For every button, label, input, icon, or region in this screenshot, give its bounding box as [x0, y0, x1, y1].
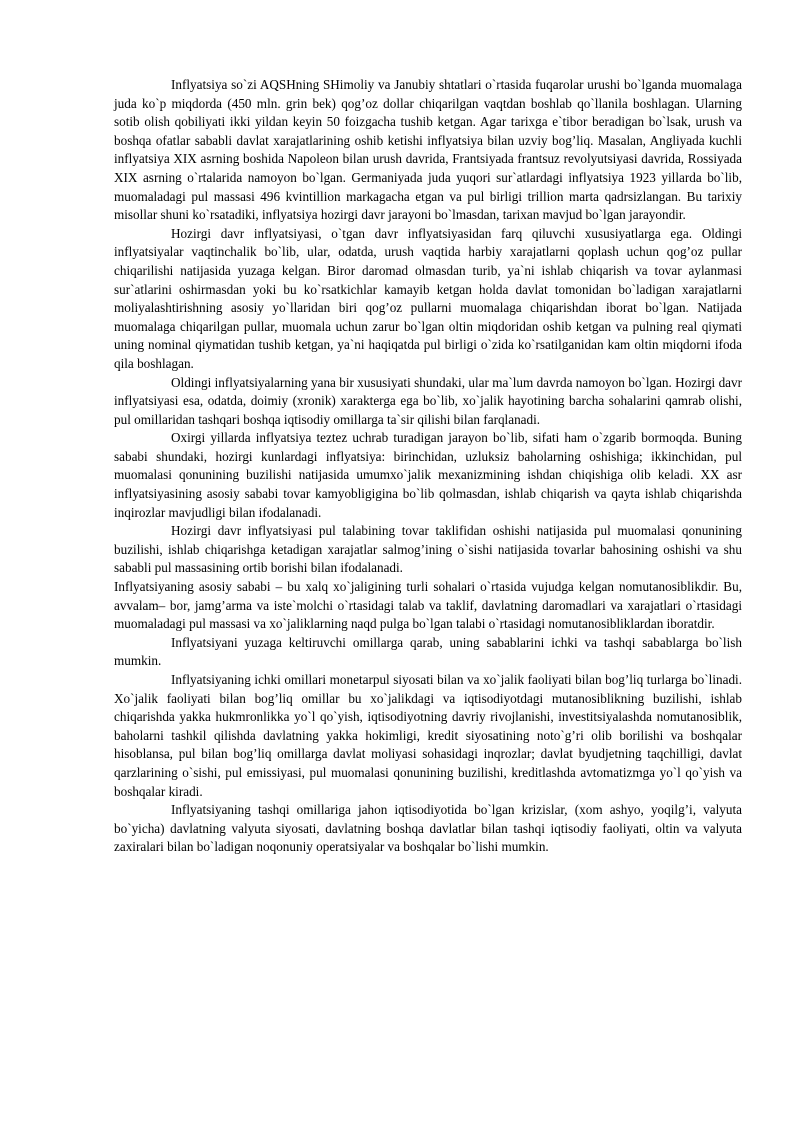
paragraph-5: Hozirgi davr inflyatsiyasi pul talabining tovar taklifidan oshishi natijasida pul muomalasi qonunining buzilishi, ishlab chiqarishga ketadigan xarajatlar salmog’ining o`sishi natijasida tovarlar bahosining oshishi va shu sababli pul massasining ortib borishi bilan ifodalanadi.	[114, 523, 742, 576]
document-page	[114, 76, 742, 857]
paragraph-8: Inflyatsiyaning ichki omillari monetarpul siyosati bilan va xo`jalik faoliyati bilan bog’liq turlarga bo`linadi. Xo`jalik faoliyati bilan bog’liq omillar bu xo`jalikdagi va iqtisodiyotdagi mutanosiblikning buzilishi, ishlab chiqarishda yakka hukmronlikka yo`l qo`yish, iqtisodiyotning davriy rivojlanishi, investitsiyalashda nomutanosiblik, baholarni tashkil qilishda davlatning yakka hokimligi, kredit siyosatining noto`g’ri olib borilishi va boshqalar hisoblansa, pul bilan bog’liq omillarga davlat moliyasi sohasidagi inqrozlar; davlat byudjetning taqchilligi, davlat qarzlarining o`sishi, pul emissiyasi, pul muomalasi qonunining buzilishi, kreditlashda avtomatizmga yo`l qo`yish va boshqalar kiradi.	[114, 672, 742, 799]
paragraph-7: Inflyatsiyani yuzaga keltiruvchi omillarga qarab, uning sabablarini ichki va tashqi sabablarga bo`lish mumkin.	[114, 634, 742, 669]
paragraph-6: Inflyatsiyaning asosiy sababi – bu xalq xo`jaligining turli sohalari o`rtasida vujudga kelgan nomutanosiblikdir. Bu, avvalam– bor, jamg’arma va iste`molchi o`rtasidagi talab va taklif, davlatning daromadlari va xarajatlari o`rtasidagi muomaladagi pul massasi va xo`jaliklarning naqd pulga bo`lgan talabi o`rtasidagi nomutanosibliklardan iboratdir.	[114, 579, 742, 632]
paragraph-1: Inflyatsiya so`zi AQSHning SHimoliy va Janubiy shtatlari o`rtasida fuqarolar urushi bo`lganda muomalaga juda ko`p miqdorda (450 mln. grin bek) qog’oz dollar chiqarilgan vaqtdan boshlab qo`llanila boshlagan. Ularning sotib olish qobiliyati ikki yildan keyin 50 foizgacha tushib ketgan. Agar tarixga e`tibor beradigan bo`lsak, urush va boshqa ofatlar sababli davlat xarajatlarining oshib ketishi inflyatsiya bilan uzviy bog’liq. Masalan, Angliyada kuchli inflyatsiya XIX asrning boshida Napoleon bilan urush davrida, Frantsiyada frantsuz revolyutsiyasi davrida, Rossiyada XIX asrning o`rtalarida namoyon bo`lgan. Germaniyada juda yuqori sur`atlardagi inflyatsiya 1923 yillarda bo`lib, muomaladagi pul massasi 496 kvintillion markagacha etgan va pul birligi trillion marta qadrsizlangan. Bu tarixiy misollar shuni ko`rsatadiki, inflyatsiya hozirgi davr jarayoni bo`lmasdan, tarixan mavjud bo`lgan jarayondir.	[114, 77, 742, 223]
paragraph-2: Hozirgi davr inflyatsiyasi, o`tgan davr inflyatsiyasidan farq qiluvchi xususiyatlarga ega. Oldingi inflyatsiyalar vaqtinchalik bo`lib, ular, odatda, urush vaqtida harbiy xarajatlarni qoplash uchun qog’oz pullar chiqarilishi natijasida yuzaga kelgan. Biror daromad olmasdan turib, ya`ni ishlab chiqarish va tovar aylanmasi sur`atlarini oshirmasdan yoki bu ko`rsatkichlar kamayib ketgan holda davlat tomonidan bo`ladigan xarajatlarni moliyalashtirishning asosiy yo`llaridan biri qog’oz pullarni muomalaga chiqarishdan iborat bo`lgan. Natijada muomalaga chiqarilgan pullar, muomala uchun zarur bo`lgan oltin miqdoridan oshib ketgan va pulning real qiymati uning nominal qiymatidan tushib ketgan, ya`ni haqiqatda pul birligi o`zida ko`rsatilganidan kam oltin miqdorni ifoda qila boshlagan.	[114, 225, 742, 371]
paragraph-9: Inflyatsiyaning tashqi omillariga jahon iqtisodiyotida bo`lgan krizislar, (xom ashyo, yoqilg’i, valyuta bo`yicha) davlatning valyuta siyosati, davlatning boshqa davlatlar bilan tashqi iqtisodiy faoliyati, oltin va valyuta zaxiralari bilan bo`ladigan noqonuniy operatsiyalar va boshqalar bo`lishi mumkin.	[114, 802, 742, 855]
paragraph-4: Oxirgi yillarda inflyatsiya teztez uchrab turadigan jarayon bo`lib, sifati ham o`zgarib bormoqda. Buning sababi shundaki, hozirgi kunlardagi inflyatsiya: birinchidan, uzluksiz baholarning oshishiga; ikkinchidan, pul muomalasi qonunining buzilishi natijasida umumxo`jalik mexanizmining ishdan chiqishiga olib keladi. XX asr inflyatsiyasining asosiy sababi tovar kamyobligigina bo`lib qolmasdan, ishlab chiqarish va qayta ishlab chiqarishda inqirozlar mavjudligi bilan ifodalanadi.	[114, 430, 742, 520]
paragraph-3: Oldingi inflyatsiyalarning yana bir xususiyati shundaki, ular ma`lum davrda namoyon bo`lgan. Hozirgi davr inflyatsiyasi esa, odatda, doimiy (xronik) xarakterga ega bo`lib, xo`jalik hayotining barcha sohalarini qamrab olishi, pul omillaridan tashqari boshqa iqtisodiy omillarga ta`sir qilishi bilan farqlanadi.	[114, 374, 742, 427]
